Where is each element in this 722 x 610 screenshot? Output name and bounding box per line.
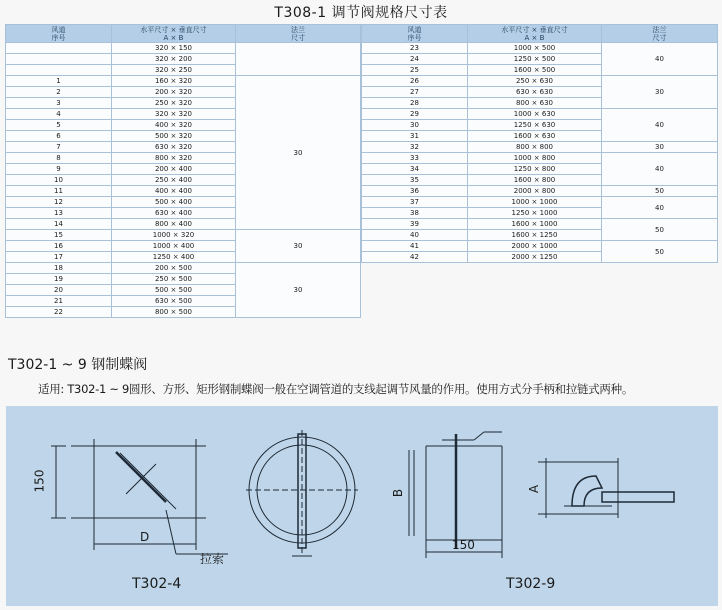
no-cell: 38: [362, 208, 468, 219]
no-cell: 10: [6, 175, 112, 186]
no-cell: 5: [6, 120, 112, 131]
size-cell: 630 × 500: [112, 296, 236, 307]
dim-b: B: [391, 488, 406, 498]
size-cell: 500 × 500: [112, 285, 236, 296]
flange-cell: 50: [602, 219, 718, 241]
dim-a: A: [527, 484, 542, 494]
table-row: [6, 76, 361, 87]
no-cell: 23: [362, 43, 468, 54]
no-cell: 30: [362, 120, 468, 131]
no-cell: 8: [6, 153, 112, 164]
table-row: [362, 153, 718, 164]
size-cell: 320 × 320: [112, 109, 236, 120]
table-row: [362, 241, 718, 252]
size-cell: 1000 × 630: [468, 109, 602, 120]
no-cell: 14: [6, 219, 112, 230]
flange-cell: 30: [236, 230, 361, 263]
flange-cell: 30: [236, 76, 361, 230]
flange-cell: 50: [602, 241, 718, 263]
spec-table-left: [5, 24, 361, 318]
size-cell: 320 × 250: [112, 65, 236, 76]
size-cell: 400 × 320: [112, 120, 236, 131]
size-cell: 1250 × 400: [112, 252, 236, 263]
size-cell: 250 × 400: [112, 175, 236, 186]
model-label-t302-4: T302-4: [132, 576, 182, 592]
size-cell: 1600 × 500: [468, 65, 602, 76]
no-cell: 33: [362, 153, 468, 164]
no-cell: 37: [362, 197, 468, 208]
no-cell: 40: [362, 230, 468, 241]
model-label-t302-9: T302-9: [506, 576, 556, 592]
no-cell: 36: [362, 186, 468, 197]
no-cell: 15: [6, 230, 112, 241]
no-cell: 7: [6, 142, 112, 153]
size-cell: 800 × 400: [112, 219, 236, 230]
no-cell: 2: [6, 87, 112, 98]
flange-cell: 30: [602, 76, 718, 109]
table-row: [362, 197, 718, 208]
no-cell: 1: [6, 76, 112, 87]
size-cell: 250 × 500: [112, 274, 236, 285]
dim-d: D: [140, 530, 150, 544]
drawing-panel: [6, 406, 718, 606]
no-cell: 20: [6, 285, 112, 296]
no-cell: 31: [362, 131, 468, 142]
table-row: [362, 109, 718, 120]
header-no: 风道 序号: [6, 25, 112, 43]
dim-150-left: 150: [32, 469, 47, 493]
size-cell: 200 × 400: [112, 164, 236, 175]
size-cell: 800 × 800: [468, 142, 602, 153]
size-cell: 1000 × 500: [468, 43, 602, 54]
size-cell: 800 × 320: [112, 153, 236, 164]
table-row: [6, 43, 361, 54]
header-flange: 法兰 尺寸: [602, 25, 718, 43]
flange-cell: 50: [602, 186, 718, 197]
size-cell: 1600 × 630: [468, 131, 602, 142]
size-cell: 1250 × 630: [468, 120, 602, 131]
no-cell: 35: [362, 175, 468, 186]
flange-cell: 40: [602, 197, 718, 219]
size-cell: 1000 × 1000: [468, 197, 602, 208]
no-cell: 3: [6, 98, 112, 109]
no-cell: 11: [6, 186, 112, 197]
size-cell: 500 × 320: [112, 131, 236, 142]
no-cell: 9: [6, 164, 112, 175]
no-cell: [6, 43, 112, 54]
table-row: [6, 230, 361, 241]
no-cell: 19: [6, 274, 112, 285]
no-cell: 26: [362, 76, 468, 87]
header-flange: 法兰 尺寸: [236, 25, 361, 43]
table-row: [362, 142, 718, 153]
size-cell: 500 × 400: [112, 197, 236, 208]
header-size: 水平尺寸 × 垂直尺寸 A × B: [468, 25, 602, 43]
size-cell: 1000 × 400: [112, 241, 236, 252]
no-cell: 24: [362, 54, 468, 65]
no-cell: 32: [362, 142, 468, 153]
no-cell: 25: [362, 65, 468, 76]
no-cell: 21: [6, 296, 112, 307]
spec-table-right: [361, 24, 718, 263]
no-cell: 28: [362, 98, 468, 109]
size-cell: 200 × 320: [112, 87, 236, 98]
header-size: 水平尺寸 × 垂直尺寸 A × B: [112, 25, 236, 43]
no-cell: [6, 54, 112, 65]
no-cell: 17: [6, 252, 112, 263]
size-cell: 630 × 630: [468, 87, 602, 98]
size-cell: 1000 × 800: [468, 153, 602, 164]
size-cell: 630 × 400: [112, 208, 236, 219]
size-cell: 1600 × 1250: [468, 230, 602, 241]
no-cell: 6: [6, 131, 112, 142]
flange-cell: 30: [602, 142, 718, 153]
no-cell: 13: [6, 208, 112, 219]
no-cell: 41: [362, 241, 468, 252]
no-cell: 27: [362, 87, 468, 98]
no-cell: 34: [362, 164, 468, 175]
no-cell: 39: [362, 219, 468, 230]
no-cell: 12: [6, 197, 112, 208]
no-cell: 22: [6, 307, 112, 318]
size-cell: 1600 × 800: [468, 175, 602, 186]
table-row: [362, 43, 718, 54]
size-cell: 2000 × 1250: [468, 252, 602, 263]
table-row: [362, 219, 718, 230]
size-cell: 320 × 200: [112, 54, 236, 65]
size-cell: 400 × 400: [112, 186, 236, 197]
flange-cell: 30: [236, 263, 361, 318]
no-cell: 4: [6, 109, 112, 120]
flange-cell: 40: [602, 43, 718, 76]
size-cell: 250 × 320: [112, 98, 236, 109]
no-cell: 29: [362, 109, 468, 120]
size-cell: 2000 × 800: [468, 186, 602, 197]
technical-drawing: [6, 406, 718, 606]
dim-150-bottom: 150: [452, 538, 475, 552]
size-cell: 800 × 630: [468, 98, 602, 109]
no-cell: 42: [362, 252, 468, 263]
flange-cell: [236, 43, 361, 76]
size-cell: 200 × 500: [112, 263, 236, 274]
flange-cell: 40: [602, 153, 718, 186]
no-cell: [6, 65, 112, 76]
table-row: [6, 263, 361, 274]
pull-cable-label: 拉索: [200, 552, 225, 566]
size-cell: 1600 × 1000: [468, 219, 602, 230]
size-cell: 630 × 320: [112, 142, 236, 153]
size-cell: 250 × 630: [468, 76, 602, 87]
size-cell: 1250 × 800: [468, 164, 602, 175]
size-cell: 160 × 320: [112, 76, 236, 87]
page-title: T308-1 调节阀规格尺寸表: [274, 5, 448, 21]
size-cell: 320 × 150: [112, 43, 236, 54]
size-cell: 800 × 500: [112, 307, 236, 318]
flange-cell: 40: [602, 109, 718, 142]
table-row: [362, 76, 718, 87]
no-cell: 16: [6, 241, 112, 252]
table-row: [362, 186, 718, 197]
size-cell: 1250 × 500: [468, 54, 602, 65]
header-no: 风道 序号: [362, 25, 468, 43]
section-title: T302-1 ~ 9 钢制蝶阀: [8, 357, 148, 373]
header-row: [6, 25, 361, 43]
size-cell: 1000 × 320: [112, 230, 236, 241]
header-row: [362, 25, 718, 43]
size-cell: 1250 × 1000: [468, 208, 602, 219]
no-cell: 18: [6, 263, 112, 274]
size-cell: 2000 × 1000: [468, 241, 602, 252]
section-description: 适用: T302-1 ~ 9圆形、方形、矩形钢制蝶阀一般在空调管道的支线起调节风量的作用。使用方式分手柄和拉链式两种。: [38, 382, 634, 396]
